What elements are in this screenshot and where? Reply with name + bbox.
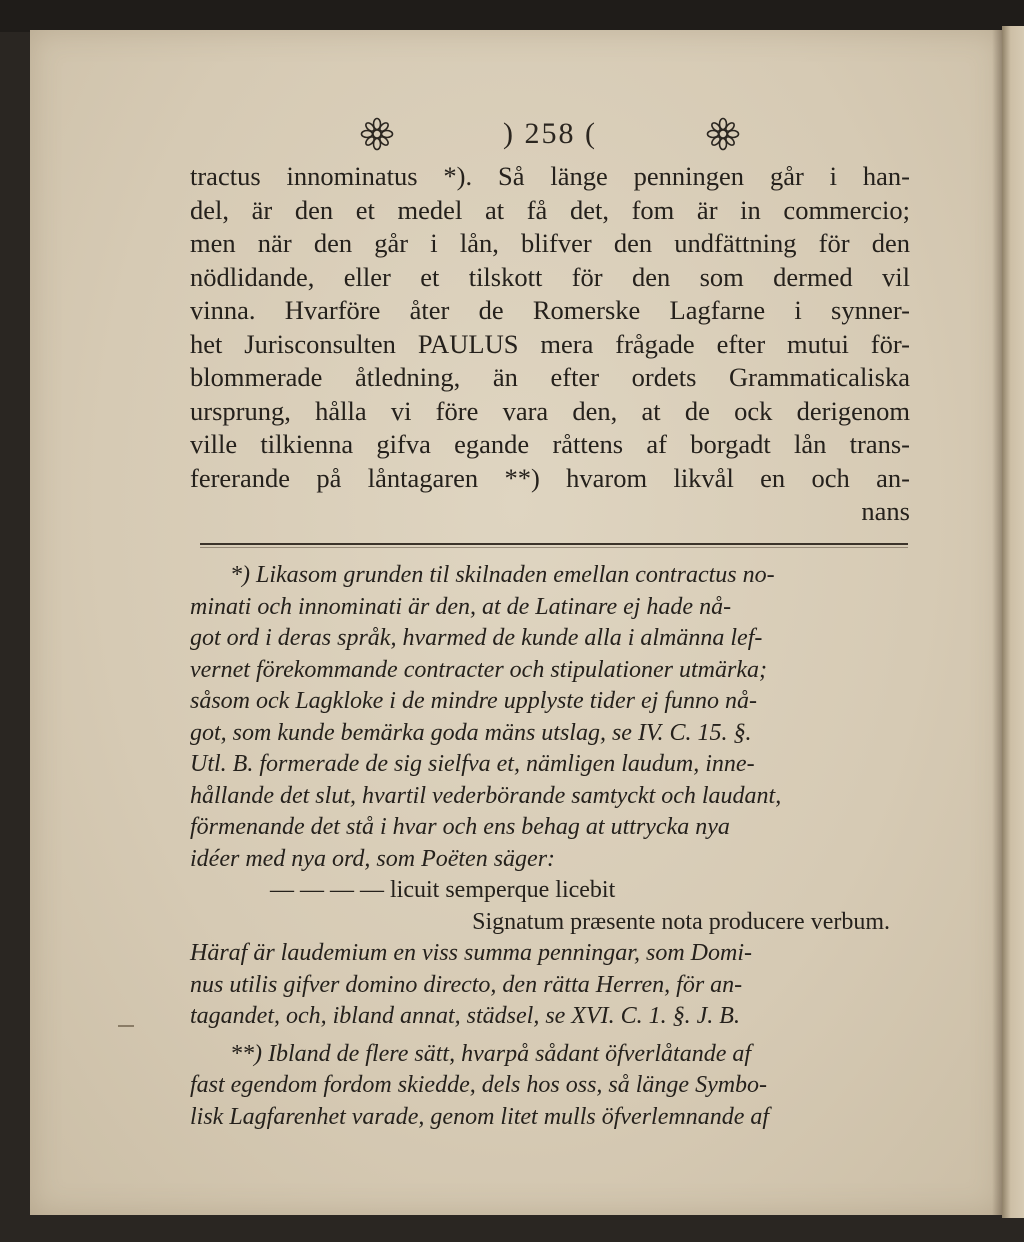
- adjacent-page-edge: [1002, 26, 1024, 1218]
- footnote-2-line: **) Ibland de flere sätt, hvarpå sådant öfverlåtande af: [230, 1040, 752, 1067]
- footnote-1-line: got ord i deras språk, hvarmed de kunde alla i almänna lef-: [190, 625, 763, 651]
- body-line: ursprung, hålla vi före vara den, at de ock derigenom: [190, 395, 910, 426]
- body-line: blommerade åtledning, än efter ordets Grammaticaliska: [190, 362, 910, 392]
- footnote-separator-rule: [200, 543, 908, 545]
- body-line: tractus innominatus *). Så länge penningen går i han-: [190, 161, 910, 191]
- footnote-2-line: fast egendom fordom skiedde, dels hos oss, så länge Symbo-: [190, 1072, 768, 1098]
- margin-mark: [118, 1025, 134, 1027]
- scan-background-top: [0, 0, 1024, 32]
- body-line: ville tilkienna gifva egande råttens af borgadt lån trans-: [190, 429, 910, 459]
- body-line: fererande på låntagaren **) hvarom likvål en och an-: [190, 462, 910, 493]
- footnote-1-line: förmenande det stå i hvar och ens behag at uttrycka nya: [190, 814, 730, 840]
- page-header: [360, 112, 740, 156]
- footnote-1-tail-line: nus utilis gifver domino directo, den rätta Herren, för an-: [190, 971, 743, 998]
- verse-quote-line: Signatum præsente nota producere verbum.: [472, 908, 890, 935]
- footnote-2-line: lisk Lagfarenhet varade, genom litet mulls öfverlemnande af: [190, 1103, 770, 1130]
- footnote-1-line: got, som kunde bemärka goda mäns utslag, se IV. C. 15. §.: [190, 719, 752, 746]
- footnote-1-line: minati och innominati är den, at de Latinare ej hade nå-: [190, 593, 732, 620]
- footnote-1-line: såsom ock Lagkloke i de mindre upplyste tider ej funno nå-: [190, 688, 757, 714]
- main-body-text: [190, 160, 910, 530]
- page-number: ) 258 (: [503, 117, 597, 150]
- body-line: men när den går i lån, blifver den undfättning för den: [190, 228, 910, 258]
- footnote-separator-rule-thin: [200, 547, 908, 548]
- rosette-ornament-icon: [360, 117, 394, 151]
- body-line: het Jurisconsulten PAULUS mera frågade efter mutui för-: [190, 328, 910, 359]
- footnote-1-line: idéer med nya ord, som Poëten säger:: [190, 845, 556, 872]
- catchword: nans: [861, 496, 910, 526]
- footnote-1-line: vernet förekommande contracter och stipulationer utmärka;: [190, 656, 767, 683]
- rosette-ornament-icon: [706, 117, 740, 151]
- footnote-1-line: *) Likasom grunden til skilnaden emellan contractus no-: [230, 562, 775, 588]
- body-line: del, är den et medel at få det, fom är in commercio;: [190, 194, 910, 225]
- page-gutter-shadow: [992, 30, 1002, 1215]
- body-line: nödlidande, eller et tilskott för den som dermed vil: [190, 261, 910, 292]
- footnote-1-line: Utl. B. formerade de sig sielfva et, nämligen laudum, inne-: [190, 751, 755, 777]
- verse-quote-line: — — — — licuit semperque licebit: [270, 877, 616, 903]
- footnote-1-tail-line: tagandet, och, ibland annat, städsel, se XVI. C. 1. §. J. B.: [190, 1003, 740, 1029]
- footnote-1-line: hållande det slut, hvartil vederbörande samtyckt och laudant,: [190, 782, 782, 809]
- footnote-1-tail-line: Häraf är laudemium en viss summa penningar, som Domi-: [190, 940, 752, 966]
- footnotes: [190, 560, 900, 1133]
- body-line: vinna. Hvarföre åter de Romerske Lagfarne i synner-: [190, 295, 910, 325]
